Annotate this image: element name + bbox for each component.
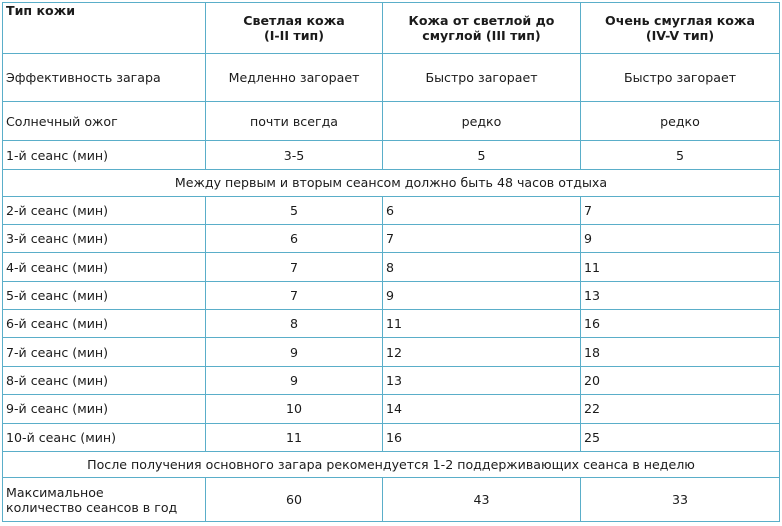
cell-light: 3-5	[206, 140, 383, 169]
cell-dark: 5	[581, 140, 780, 169]
cell-light: 60	[206, 478, 383, 522]
table-row	[3, 53, 780, 102]
cell-dark: 22	[581, 395, 780, 423]
header-medium-skin	[383, 3, 581, 54]
cell-light: 8	[206, 310, 383, 338]
table-row	[3, 102, 780, 141]
table-row	[3, 395, 780, 423]
cell-light: почти всегда	[206, 102, 383, 141]
note-row	[3, 451, 780, 477]
row-label: 6-й сеанс (мин)	[3, 310, 206, 338]
cell-dark: 16	[581, 310, 780, 338]
cell-medium: 6	[383, 196, 581, 224]
cell-medium: 16	[383, 423, 581, 451]
row-label: Солнечный ожог	[3, 102, 206, 141]
header-row	[3, 3, 780, 54]
cell-dark: 9	[581, 224, 780, 252]
table-row	[3, 366, 780, 394]
cell-light: 6	[206, 224, 383, 252]
cell-light: 10	[206, 395, 383, 423]
table-row	[3, 478, 780, 522]
max-sessions-label-line2: количество сеансов в год	[6, 499, 178, 515]
cell-medium: 12	[383, 338, 581, 366]
cell-dark: Быстро загорает	[581, 53, 780, 102]
cell-light: 5	[206, 196, 383, 224]
table-row	[3, 224, 780, 252]
cell-light: Медленно загорает	[206, 53, 383, 102]
cell-medium: 11	[383, 310, 581, 338]
cell-medium: 13	[383, 366, 581, 394]
rest-note: Между первым и вторым сеансом должно быть 48 часов отдыха	[3, 170, 780, 196]
cell-dark: редко	[581, 102, 780, 141]
cell-dark: 18	[581, 338, 780, 366]
row-label: 10-й сеанс (мин)	[3, 423, 206, 451]
table-row	[3, 423, 780, 451]
table-row	[3, 196, 780, 224]
cell-dark: 11	[581, 253, 780, 281]
cell-medium: 8	[383, 253, 581, 281]
tanning-table-container	[2, 2, 779, 522]
cell-light: 11	[206, 423, 383, 451]
header-medium-skin-line2: смуглой (III тип)	[422, 27, 541, 43]
header-medium-skin-line1: Кожа от светлой до	[408, 12, 555, 28]
table-row	[3, 281, 780, 309]
header-light-skin-line1: Светлая кожа	[243, 12, 345, 28]
cell-light: 9	[206, 338, 383, 366]
row-label: 9-й сеанс (мин)	[3, 395, 206, 423]
tanning-schedule-table	[2, 2, 780, 522]
cell-medium: Быстро загорает	[383, 53, 581, 102]
table-row	[3, 338, 780, 366]
header-dark-skin	[581, 3, 780, 54]
header-dark-skin-line2: (IV-V тип)	[645, 27, 715, 43]
cell-light: 7	[206, 253, 383, 281]
maintenance-note: После получения основного загара рекомендуется 1-2 поддерживающих сеанса в неделю	[3, 451, 780, 477]
header-light-skin	[206, 3, 383, 54]
row-label: 3-й сеанс (мин)	[3, 224, 206, 252]
row-label: 7-й сеанс (мин)	[3, 338, 206, 366]
cell-dark: 33	[581, 478, 780, 522]
table-row	[3, 140, 780, 169]
cell-medium: 7	[383, 224, 581, 252]
cell-light: 7	[206, 281, 383, 309]
row-label: 2-й сеанс (мин)	[3, 196, 206, 224]
max-sessions-label	[3, 478, 206, 522]
max-sessions-label-line1: Максимальное	[6, 484, 104, 500]
row-label: 1-й сеанс (мин)	[3, 140, 206, 169]
header-light-skin-line2: (I-II тип)	[263, 27, 324, 43]
table-row	[3, 310, 780, 338]
cell-medium: редко	[383, 102, 581, 141]
cell-medium: 5	[383, 140, 581, 169]
cell-dark: 13	[581, 281, 780, 309]
note-row	[3, 170, 780, 196]
row-label: 4-й сеанс (мин)	[3, 253, 206, 281]
cell-dark: 20	[581, 366, 780, 394]
header-skin-type: Тип кожи	[3, 3, 206, 54]
row-label: 5-й сеанс (мин)	[3, 281, 206, 309]
cell-medium: 9	[383, 281, 581, 309]
table-row	[3, 253, 780, 281]
row-label: Эффективность загара	[3, 53, 206, 102]
cell-medium: 14	[383, 395, 581, 423]
cell-dark: 7	[581, 196, 780, 224]
header-dark-skin-line1: Очень смуглая кожа	[605, 12, 755, 28]
cell-medium: 43	[383, 478, 581, 522]
row-label: 8-й сеанс (мин)	[3, 366, 206, 394]
cell-light: 9	[206, 366, 383, 394]
cell-dark: 25	[581, 423, 780, 451]
